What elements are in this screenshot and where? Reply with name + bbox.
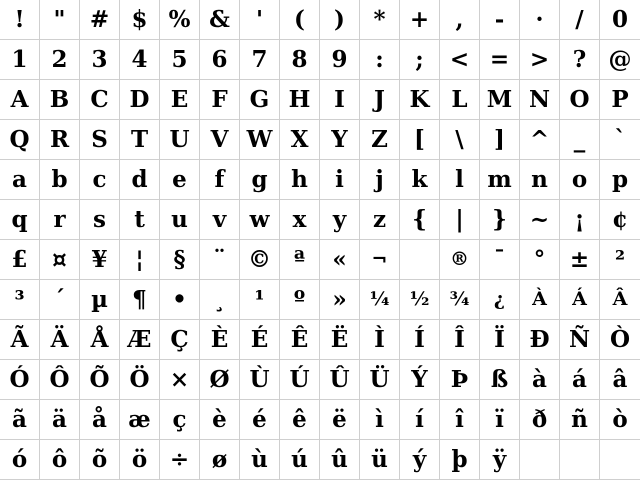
glyph-cell[interactable]: O <box>560 80 600 120</box>
glyph-cell[interactable]: î <box>440 400 480 440</box>
glyph-cell[interactable]: # <box>80 0 120 40</box>
glyph-cell[interactable]: ` <box>600 120 640 160</box>
glyph-cell[interactable]: Ï <box>480 320 520 360</box>
glyph-cell[interactable]: : <box>360 40 400 80</box>
glyph-cell[interactable]: A <box>0 80 40 120</box>
glyph-cell[interactable]: f <box>200 160 240 200</box>
glyph-cell[interactable]: ú <box>280 440 320 480</box>
glyph-cell[interactable]: è <box>200 400 240 440</box>
glyph-cell[interactable]: ã <box>0 400 40 440</box>
glyph-cell[interactable]: N <box>520 80 560 120</box>
glyph-cell[interactable]: Ð <box>520 320 560 360</box>
glyph-cell[interactable]: ¢ <box>600 200 640 240</box>
glyph-cell[interactable]: Õ <box>80 360 120 400</box>
glyph-cell[interactable]: Í <box>400 320 440 360</box>
glyph-cell[interactable]: ý <box>400 440 440 480</box>
glyph-cell[interactable]: ¤ <box>40 240 80 280</box>
glyph-cell[interactable]: [ <box>400 120 440 160</box>
glyph-cell[interactable]: c <box>80 160 120 200</box>
glyph-cell[interactable]: ¶ <box>120 280 160 320</box>
glyph-cell[interactable]: J <box>360 80 400 120</box>
glyph-cell[interactable]: I <box>320 80 360 120</box>
glyph-cell[interactable]: n <box>520 160 560 200</box>
glyph-cell[interactable]: ½ <box>400 280 440 320</box>
glyph-cell[interactable]: ' <box>240 0 280 40</box>
glyph-cell[interactable]: i <box>320 160 360 200</box>
glyph-cell[interactable]: ³ <box>0 280 40 320</box>
glyph-cell[interactable]: ! <box>0 0 40 40</box>
glyph-cell[interactable]: - <box>480 0 520 40</box>
glyph-cell[interactable]: Ë <box>320 320 360 360</box>
glyph-cell[interactable]: µ <box>80 280 120 320</box>
glyph-cell[interactable]: Á <box>560 280 600 320</box>
glyph-cell[interactable]: ± <box>560 240 600 280</box>
glyph-cell[interactable]: u <box>160 200 200 240</box>
glyph-cell[interactable]: ð <box>520 400 560 440</box>
glyph-cell[interactable]: ñ <box>560 400 600 440</box>
glyph-cell[interactable]: ´ <box>40 280 80 320</box>
glyph-cell[interactable]: 4 <box>120 40 160 80</box>
glyph-cell[interactable]: o <box>560 160 600 200</box>
glyph-cell[interactable]: 5 <box>160 40 200 80</box>
glyph-cell[interactable]: w <box>240 200 280 240</box>
glyph-cell[interactable]: à <box>520 360 560 400</box>
glyph-cell[interactable]: ö <box>120 440 160 480</box>
glyph-cell[interactable]: K <box>400 80 440 120</box>
glyph-cell[interactable]: Ò <box>600 320 640 360</box>
glyph-cell[interactable]: y <box>320 200 360 240</box>
glyph-cell[interactable]: F <box>200 80 240 120</box>
glyph-cell[interactable]: ê <box>280 400 320 440</box>
glyph-cell[interactable]: Ñ <box>560 320 600 360</box>
glyph-cell[interactable]: g <box>240 160 280 200</box>
glyph-cell[interactable]: p <box>600 160 640 200</box>
glyph-cell[interactable]: t <box>120 200 160 240</box>
glyph-cell[interactable]: \ <box>440 120 480 160</box>
glyph-cell[interactable]: ² <box>600 240 640 280</box>
glyph-cell[interactable]: ° <box>520 240 560 280</box>
glyph-cell[interactable]: X <box>280 120 320 160</box>
glyph-cell[interactable]: Ó <box>0 360 40 400</box>
glyph-cell[interactable]: 8 <box>280 40 320 80</box>
glyph-cell[interactable]: " <box>40 0 80 40</box>
glyph-cell[interactable]: Q <box>0 120 40 160</box>
glyph-cell[interactable]: Ø <box>200 360 240 400</box>
glyph-cell[interactable]: ô <box>40 440 80 480</box>
glyph-cell[interactable]: À <box>520 280 560 320</box>
glyph-cell[interactable]: ) <box>320 0 360 40</box>
glyph-cell[interactable]: 7 <box>240 40 280 80</box>
glyph-cell[interactable]: q <box>0 200 40 240</box>
glyph-cell[interactable]: ó <box>0 440 40 480</box>
glyph-cell[interactable]: ¿ <box>480 280 520 320</box>
glyph-cell[interactable]: l <box>440 160 480 200</box>
glyph-cell[interactable]: ¡ <box>560 200 600 240</box>
glyph-cell[interactable]: h <box>280 160 320 200</box>
glyph-cell[interactable]: © <box>240 240 280 280</box>
glyph-cell[interactable]: ç <box>160 400 200 440</box>
glyph-cell[interactable]: ù <box>240 440 280 480</box>
glyph-cell[interactable]: á <box>560 360 600 400</box>
glyph-cell[interactable]: Ã <box>0 320 40 360</box>
glyph-cell[interactable]: > <box>520 40 560 80</box>
glyph-cell[interactable]: õ <box>80 440 120 480</box>
glyph-cell[interactable]: M <box>480 80 520 120</box>
glyph-cell[interactable]: ¼ <box>360 280 400 320</box>
glyph-cell[interactable]: @ <box>600 40 640 80</box>
glyph-cell[interactable]: º <box>280 280 320 320</box>
glyph-cell[interactable]: Å <box>80 320 120 360</box>
glyph-cell[interactable]: ò <box>600 400 640 440</box>
glyph-cell[interactable]: Î <box>440 320 480 360</box>
glyph-cell[interactable]: Ý <box>400 360 440 400</box>
glyph-cell[interactable]: ] <box>480 120 520 160</box>
glyph-cell[interactable]: ø <box>200 440 240 480</box>
glyph-cell[interactable]: $ <box>120 0 160 40</box>
glyph-cell[interactable]: } <box>480 200 520 240</box>
glyph-cell[interactable]: Ä <box>40 320 80 360</box>
glyph-cell[interactable]: ^ <box>520 120 560 160</box>
glyph-cell[interactable]: Y <box>320 120 360 160</box>
glyph-cell[interactable]: â <box>600 360 640 400</box>
glyph-cell[interactable]: ~ <box>520 200 560 240</box>
glyph-cell[interactable]: v <box>200 200 240 240</box>
glyph-cell[interactable]: ä <box>40 400 80 440</box>
glyph-cell[interactable]: D <box>120 80 160 120</box>
glyph-cell[interactable]: H <box>280 80 320 120</box>
glyph-cell[interactable]: d <box>120 160 160 200</box>
glyph-cell[interactable]: < <box>440 40 480 80</box>
glyph-cell[interactable]: ¾ <box>440 280 480 320</box>
glyph-cell[interactable]: Z <box>360 120 400 160</box>
glyph-cell[interactable]: _ <box>560 120 600 160</box>
glyph-cell[interactable]: U <box>160 120 200 160</box>
glyph-cell[interactable]: a <box>0 160 40 200</box>
glyph-cell[interactable]: « <box>320 240 360 280</box>
glyph-cell-empty[interactable] <box>560 440 600 480</box>
glyph-cell[interactable]: + <box>400 0 440 40</box>
glyph-cell[interactable]: Ú <box>280 360 320 400</box>
glyph-cell[interactable]: e <box>160 160 200 200</box>
glyph-cell[interactable]: ª <box>280 240 320 280</box>
glyph-cell[interactable]: È <box>200 320 240 360</box>
glyph-cell[interactable]: m <box>480 160 520 200</box>
glyph-cell[interactable]: » <box>320 280 360 320</box>
glyph-cell[interactable]: £ <box>0 240 40 280</box>
glyph-cell[interactable]: r <box>40 200 80 240</box>
glyph-cell[interactable]: ï <box>480 400 520 440</box>
glyph-cell[interactable]: Ù <box>240 360 280 400</box>
glyph-cell[interactable]: ? <box>560 40 600 80</box>
glyph-cell[interactable]: Ç <box>160 320 200 360</box>
glyph-cell[interactable]: × <box>160 360 200 400</box>
glyph-cell[interactable]: 3 <box>80 40 120 80</box>
glyph-cell[interactable]: | <box>440 200 480 240</box>
glyph-cell[interactable]: ¬ <box>360 240 400 280</box>
glyph-cell[interactable]: 1 <box>0 40 40 80</box>
glyph-cell[interactable]: % <box>160 0 200 40</box>
glyph-cell[interactable]: 6 <box>200 40 240 80</box>
glyph-cell[interactable]: ¨ <box>200 240 240 280</box>
glyph-cell[interactable]: ; <box>400 40 440 80</box>
glyph-cell[interactable]: ( <box>280 0 320 40</box>
glyph-cell[interactable]: W <box>240 120 280 160</box>
glyph-cell[interactable]: / <box>560 0 600 40</box>
glyph-cell[interactable]: C <box>80 80 120 120</box>
glyph-cell[interactable]: b <box>40 160 80 200</box>
glyph-cell[interactable]: S <box>80 120 120 160</box>
glyph-cell[interactable]: Â <box>600 280 640 320</box>
glyph-cell[interactable]: ì <box>360 400 400 440</box>
glyph-cell[interactable]: Û <box>320 360 360 400</box>
glyph-cell[interactable]: & <box>200 0 240 40</box>
glyph-cell[interactable]: Æ <box>120 320 160 360</box>
glyph-cell[interactable]: ¦ <box>120 240 160 280</box>
glyph-cell[interactable]: ¯ <box>480 240 520 280</box>
glyph-cell[interactable]: V <box>200 120 240 160</box>
glyph-cell[interactable] <box>400 240 440 280</box>
glyph-cell[interactable]: j <box>360 160 400 200</box>
glyph-cell[interactable]: § <box>160 240 200 280</box>
glyph-cell[interactable]: T <box>120 120 160 160</box>
glyph-cell[interactable]: 0 <box>600 0 640 40</box>
glyph-cell[interactable]: , <box>440 0 480 40</box>
glyph-cell[interactable]: ÿ <box>480 440 520 480</box>
glyph-cell[interactable]: Ì <box>360 320 400 360</box>
glyph-cell[interactable]: Ê <box>280 320 320 360</box>
glyph-cell[interactable]: é <box>240 400 280 440</box>
glyph-cell-empty[interactable] <box>520 440 560 480</box>
glyph-cell[interactable]: · <box>520 0 560 40</box>
glyph-cell[interactable]: í <box>400 400 440 440</box>
glyph-cell[interactable]: Ü <box>360 360 400 400</box>
glyph-cell[interactable]: ¹ <box>240 280 280 320</box>
glyph-cell[interactable]: s <box>80 200 120 240</box>
glyph-cell[interactable]: E <box>160 80 200 120</box>
glyph-cell[interactable]: ¸ <box>200 280 240 320</box>
glyph-cell[interactable]: É <box>240 320 280 360</box>
glyph-cell[interactable]: • <box>160 280 200 320</box>
glyph-cell[interactable]: æ <box>120 400 160 440</box>
glyph-cell[interactable]: å <box>80 400 120 440</box>
glyph-cell[interactable]: ¥ <box>80 240 120 280</box>
glyph-cell[interactable]: * <box>360 0 400 40</box>
glyph-cell[interactable]: L <box>440 80 480 120</box>
glyph-cell[interactable]: 2 <box>40 40 80 80</box>
glyph-cell[interactable]: R <box>40 120 80 160</box>
glyph-cell[interactable]: þ <box>440 440 480 480</box>
glyph-cell[interactable]: Ö <box>120 360 160 400</box>
glyph-cell[interactable]: Þ <box>440 360 480 400</box>
glyph-cell[interactable]: = <box>480 40 520 80</box>
glyph-cell[interactable]: x <box>280 200 320 240</box>
glyph-cell[interactable]: 9 <box>320 40 360 80</box>
glyph-cell[interactable]: k <box>400 160 440 200</box>
glyph-cell[interactable]: G <box>240 80 280 120</box>
glyph-cell[interactable]: ü <box>360 440 400 480</box>
glyph-cell[interactable]: û <box>320 440 360 480</box>
glyph-cell[interactable]: z <box>360 200 400 240</box>
glyph-cell[interactable]: ® <box>440 240 480 280</box>
glyph-cell[interactable]: P <box>600 80 640 120</box>
glyph-cell-empty[interactable] <box>600 440 640 480</box>
glyph-cell[interactable]: B <box>40 80 80 120</box>
glyph-cell[interactable]: { <box>400 200 440 240</box>
glyph-cell[interactable]: ß <box>480 360 520 400</box>
glyph-cell[interactable]: Ô <box>40 360 80 400</box>
glyph-cell[interactable]: ë <box>320 400 360 440</box>
glyph-cell[interactable]: ÷ <box>160 440 200 480</box>
